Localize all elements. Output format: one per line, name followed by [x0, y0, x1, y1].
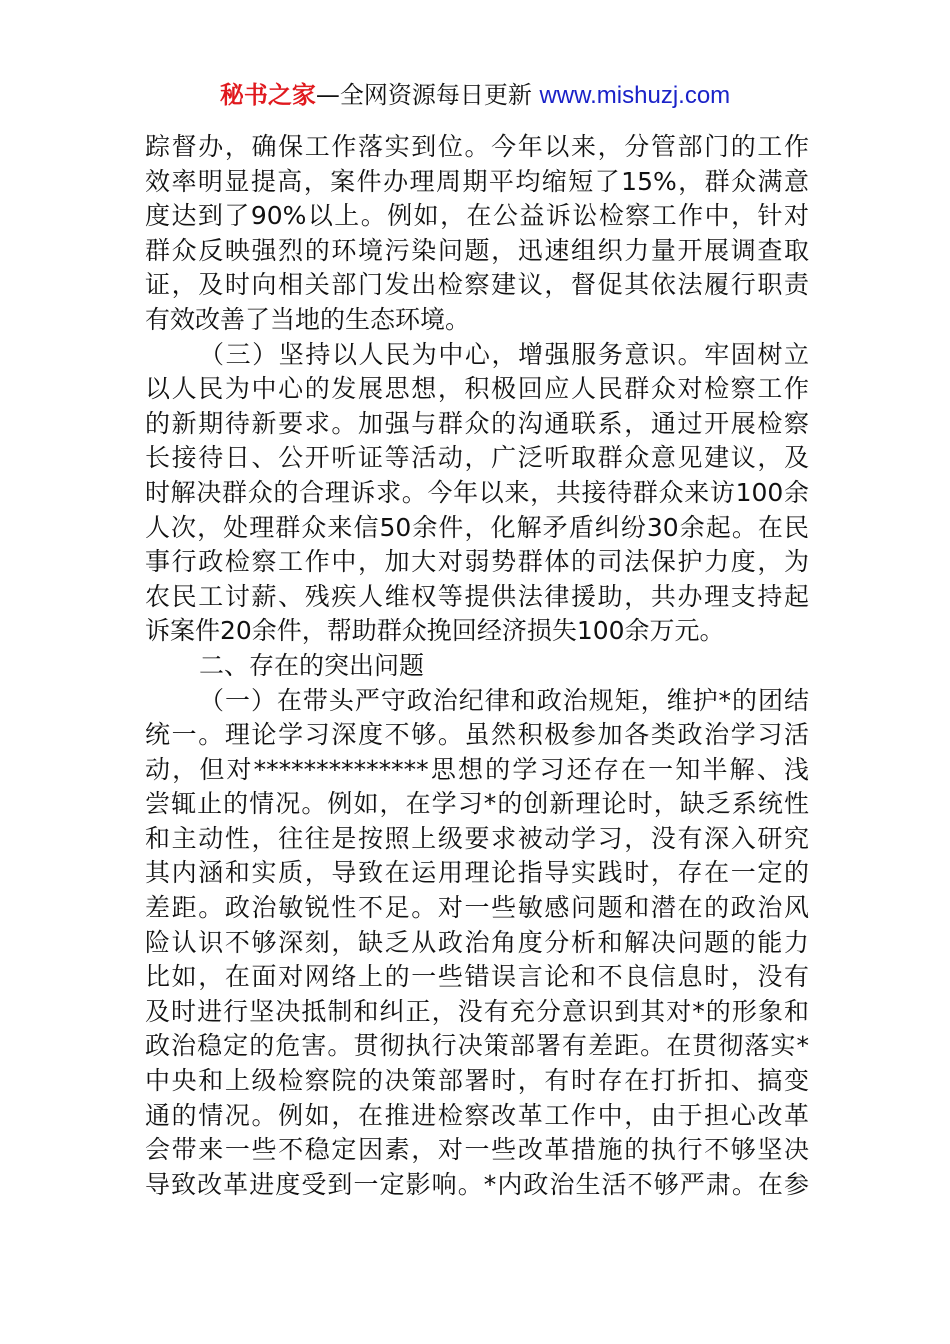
- text-line: 会带来一些不稳定因素，对一些改革措施的执行不够坚决: [145, 1135, 809, 1165]
- text-line: 尝辄止的情况。例如，在学习*的创新理论时，缺乏系统性: [145, 789, 809, 819]
- site-url-link[interactable]: www.mishuzj.com: [539, 82, 731, 109]
- text-line: 度达到了90%以上。例如，在公益诉讼检察工作中，针对: [145, 201, 809, 231]
- text-line: 长接待日、公开听证等活动，广泛听取群众意见建议，及: [145, 443, 809, 473]
- text-line: 政治稳定的危害。贯彻执行决策部署有差距。在贯彻落实*: [145, 1031, 809, 1061]
- text-line: 中央和上级检察院的决策部署时，有时存在打折扣、搞变: [145, 1066, 809, 1096]
- text-line: 证，及时向相关部门发出检察建议，督促其依法履行职责: [145, 270, 809, 300]
- text-line: 导致改革进度受到一定影响。*内政治生活不够严肃。在参: [145, 1169, 809, 1199]
- text-line: 以人民为中心的发展思想，积极回应人民群众对检察工作: [145, 374, 809, 404]
- text-line: 诉案件20余件，帮助群众挽回经济损失100余万元。: [145, 616, 725, 646]
- text-line: 踪督办，确保工作落实到位。今年以来，分管部门的工作: [145, 132, 809, 161]
- header-tagline: —全网资源每日更新: [315, 81, 540, 109]
- text-line: 险认识不够深刻，缺乏从政治角度分析和解决问题的能力: [145, 927, 809, 957]
- text-line: 比如，在面对网络上的一些错误言论和不良信息时，没有: [145, 962, 809, 992]
- text-line: 其内涵和实质，导致在运用理论指导实践时，存在一定的: [145, 858, 809, 888]
- text-line: 事行政检察工作中，加大对弱势群体的司法保护力度，为: [145, 547, 809, 577]
- document-body: [145, 130, 809, 1202]
- text-line: 效率明显提高，案件办理周期平均缩短了15%，群众满意: [145, 166, 809, 196]
- text-line: 有效改善了当地的生态环境。: [145, 304, 471, 334]
- brand-name: 秘书之家: [219, 81, 316, 109]
- text-line: 及时进行坚决抵制和纠正，没有充分意识到其对*的形象和: [145, 996, 809, 1026]
- text-line: 二、存在的突出问题: [199, 650, 425, 680]
- text-line: （一）在带头严守政治纪律和政治规矩，维护*的团结: [199, 685, 809, 715]
- text-line: 和主动性，往往是按照上级要求被动学习，没有深入研究: [145, 823, 809, 853]
- text-line: 统一。理论学习深度不够。虽然积极参加各类政治学习活: [145, 720, 809, 750]
- text-line: 时解决群众的合理诉求。今年以来，共接待群众来访100余: [145, 477, 809, 507]
- text-line: 人次，处理群众来信50余件，化解矛盾纠纷30余起。在民: [145, 512, 809, 542]
- text-line: 的新期待新要求。加强与群众的沟通联系，通过开展检察: [145, 408, 809, 438]
- site-header: [0, 78, 950, 113]
- text-line: 差距。政治敏锐性不足。对一些敏感问题和潜在的政治风: [145, 893, 809, 923]
- text-line: 通的情况。例如，在推进检察改革工作中，由于担心改革: [145, 1100, 809, 1130]
- text-line: （三）坚持以人民为中心，增强服务意识。牢固树立: [199, 339, 809, 369]
- text-line: 农民工讨薪、残疾人维权等提供法律援助，共办理支持起: [145, 581, 809, 611]
- text-line: 动，但对**************思想的学习还存在一知半解、浅: [145, 754, 809, 784]
- text-line: 群众反映强烈的环境污染问题，迅速组织力量开展调查取: [145, 235, 809, 265]
